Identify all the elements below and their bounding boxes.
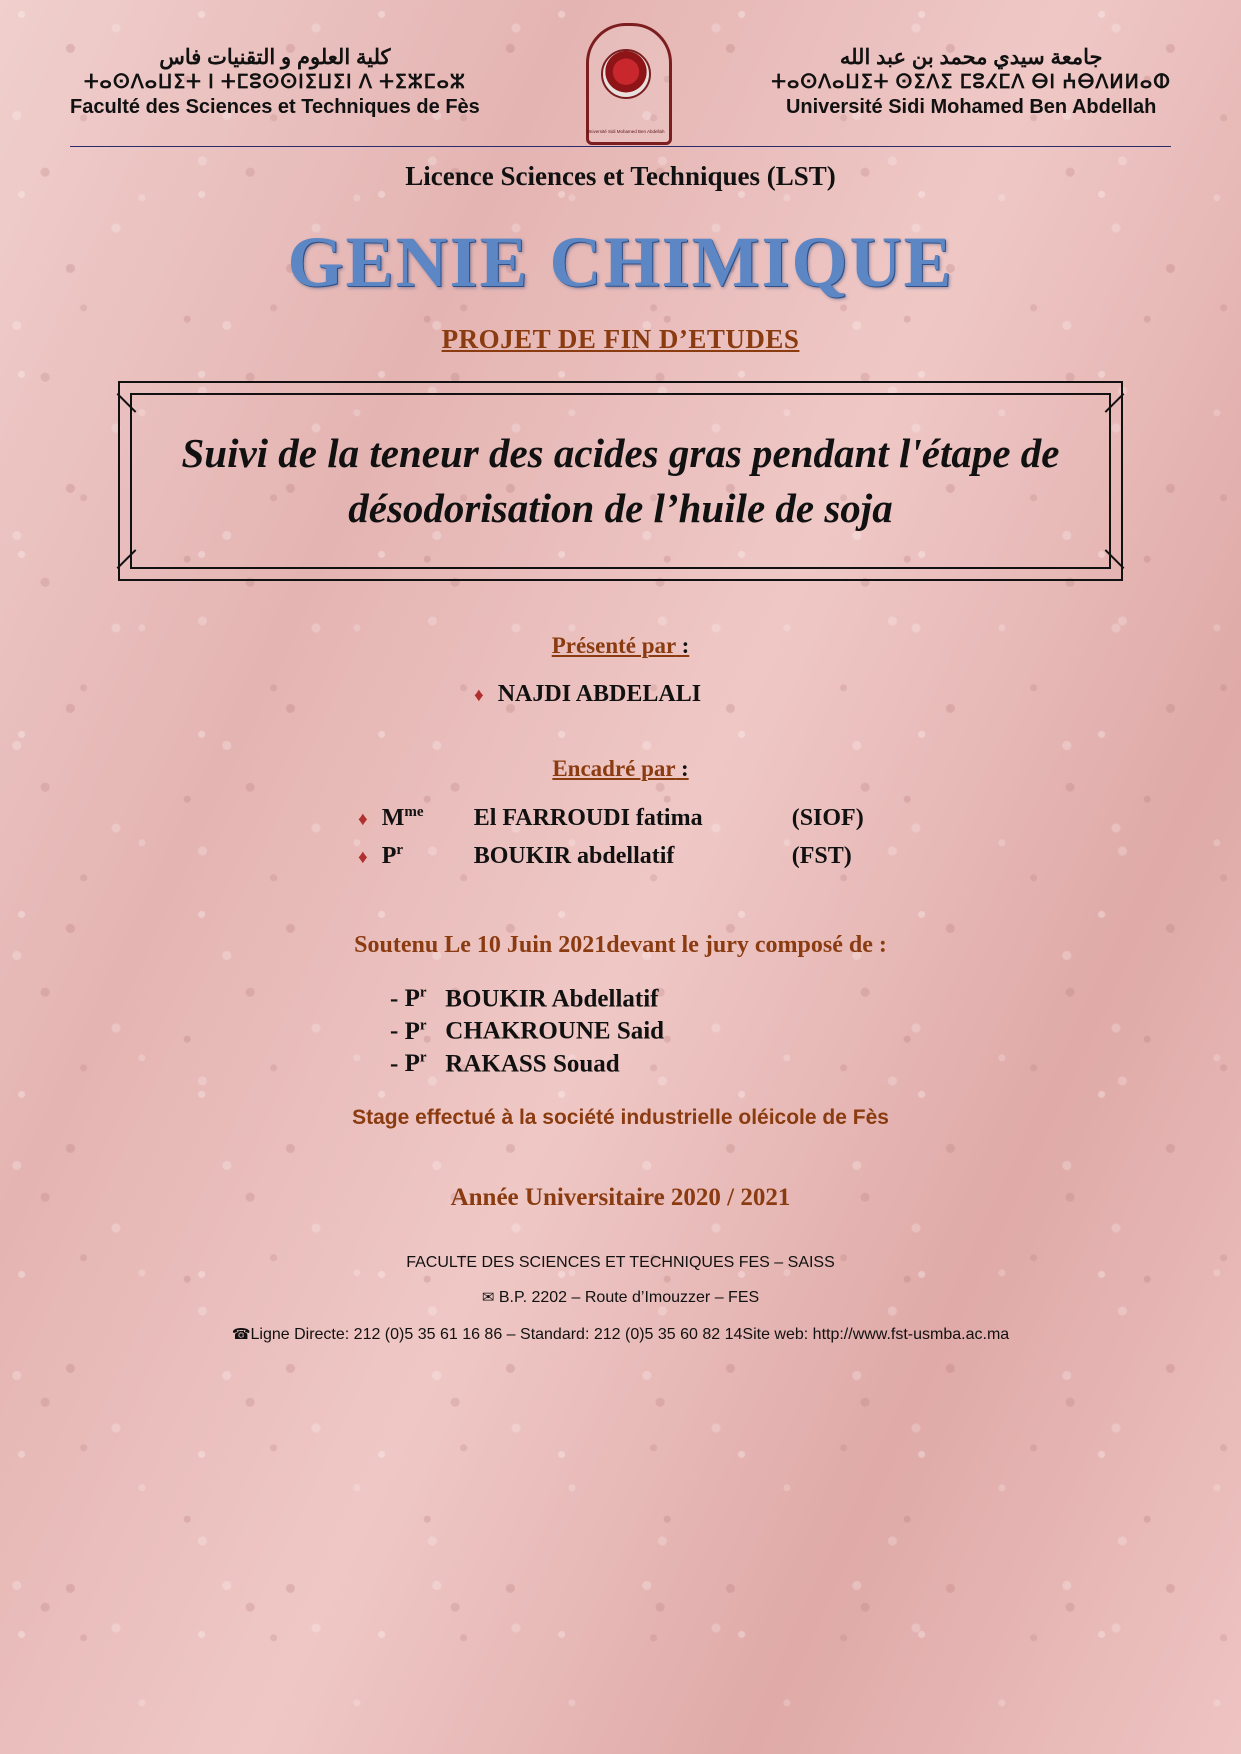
list-item [390,985,1171,1013]
list-item [70,681,1171,708]
jury-title-base: P [404,1017,420,1045]
jury-title-base: P [404,985,420,1013]
header-right-tifinagh: ⵜⴰⵙⴷⴰⵡⵉⵜ ⵙⵉⴷⵉ ⵎⵓⵃⵎⴷ ⴱⵏ ⵄⴱⴷⵍⵍⴰⵀ [771,71,1171,93]
internship-line: Stage effectué à la société industrielle oléicole de Fès [352,1105,889,1129]
list-item [70,842,1171,870]
jury-title [405,1018,427,1045]
supervisor-list [70,804,1171,870]
header-right-arabic: جامعة سيدي محمد بن عبد الله [839,45,1103,69]
supervised-by-section [70,756,1171,870]
jury-title [405,985,427,1012]
supervised-by-colon: : [675,756,689,781]
mail-icon: ✉ [481,1287,495,1306]
defense-line: Soutenu Le 10 Juin 2021devant le jury composé de : [354,932,887,958]
university-logo [578,23,674,141]
footer-contact [70,1323,1171,1347]
supervisor-title [382,804,474,832]
jury-prefix: - [390,1049,399,1077]
supervisor-title-base: M [381,805,405,831]
list-item [390,1017,1171,1045]
department-title: GENIE CHIMIQUE [287,222,954,302]
supervisor-name: BOUKIR abdellatif [473,843,675,869]
presented-by-colon: : [675,633,690,658]
subject-frame-inner [130,393,1111,569]
supervised-by-label-text: Encadré par [552,756,676,781]
jury-list [70,985,1171,1078]
jury-name: BOUKIR Abdellatif [445,985,659,1013]
header-left-arabic: كلية العلوم و التقنيات فاس [159,45,391,69]
jury-name: RAKASS Souad [445,1049,620,1077]
header-left-tifinagh: ⵜⴰⵙⴷⴰⵡⵉⵜ ⵏ ⵜⵎⵓⵙⵙⵏⵉⵡⵉⵏ ⴷ ⵜⵉⵣⵎⴰⵣ [83,71,466,93]
presented-by-label-text: Présenté par [551,633,676,658]
page-header [70,0,1171,142]
presented-by-label [70,633,1171,659]
jury-title-sup: r [419,1049,427,1066]
diploma-title: Licence Sciences et Techniques (LST) [405,161,836,191]
jury-title-sup: r [419,1017,427,1034]
header-left-institution [70,45,480,120]
academic-year: Année Universitaire 2020 / 2021 [450,1183,791,1211]
presented-by-section [70,633,1171,708]
logo-emblem-icon [601,49,651,99]
list-item [390,1050,1171,1078]
footer-address [70,1288,1171,1307]
supervisor-affiliation: (FST) [791,843,852,869]
header-left-french: Faculté des Sciences et Techniques de Fès [70,95,480,118]
header-divider [70,146,1171,147]
diamond-bullet-icon: ♦ [358,847,368,868]
student-name: NAJDI ABDELALI [497,681,702,707]
supervisor-affiliation: (SIOF) [791,805,864,831]
page-footer [70,1254,1171,1347]
jury-title-sup: r [419,985,427,1001]
header-right-institution [771,45,1171,120]
supervisor-title-base: P [381,843,397,869]
header-right-french: Université Sidi Mohamed Ben Abdellah [785,95,1157,118]
footer-contact-text: Ligne Directe: 212 (0)5 35 61 16 86 – Standard: 212 (0)5 35 60 82 14Site web: http://www.fst-usmba.ac.ma [250,1325,1010,1343]
diamond-bullet-icon: ♦ [358,809,368,830]
logo-caption: Université Sidi Mohamed Ben Abdellah [586,128,665,134]
student-list [70,681,1171,708]
jury-name: CHAKROUNE Said [445,1017,665,1045]
subject-frame [118,381,1123,581]
phone-icon: ☎ [231,1324,251,1343]
supervisor-name: El FARROUDI fatima [473,805,703,831]
footer-institution: FACULTE DES SCIENCES ET TECHNIQUES FES – SAISS [406,1253,835,1271]
diamond-bullet-icon: ♦ [474,685,484,706]
supervised-by-label [70,756,1171,782]
supervisor-title-sup: r [396,842,404,858]
jury-title [405,1050,427,1077]
list-item [70,804,1171,832]
supervisor-title [382,842,474,870]
project-subject: Suivi de la teneur des acides gras pendant l'étape de désodorisation de l’huile de soja [181,429,1060,531]
jury-prefix: - [390,1017,399,1045]
document-type: PROJET DE FIN D’ETUDES [441,324,800,354]
supervisor-title-sup: me [404,804,424,820]
footer-address-text: B.P. 2202 – Route d’Imouzzer – FES [498,1288,760,1306]
jury-prefix: - [390,985,399,1013]
jury-title-base: P [404,1049,420,1077]
